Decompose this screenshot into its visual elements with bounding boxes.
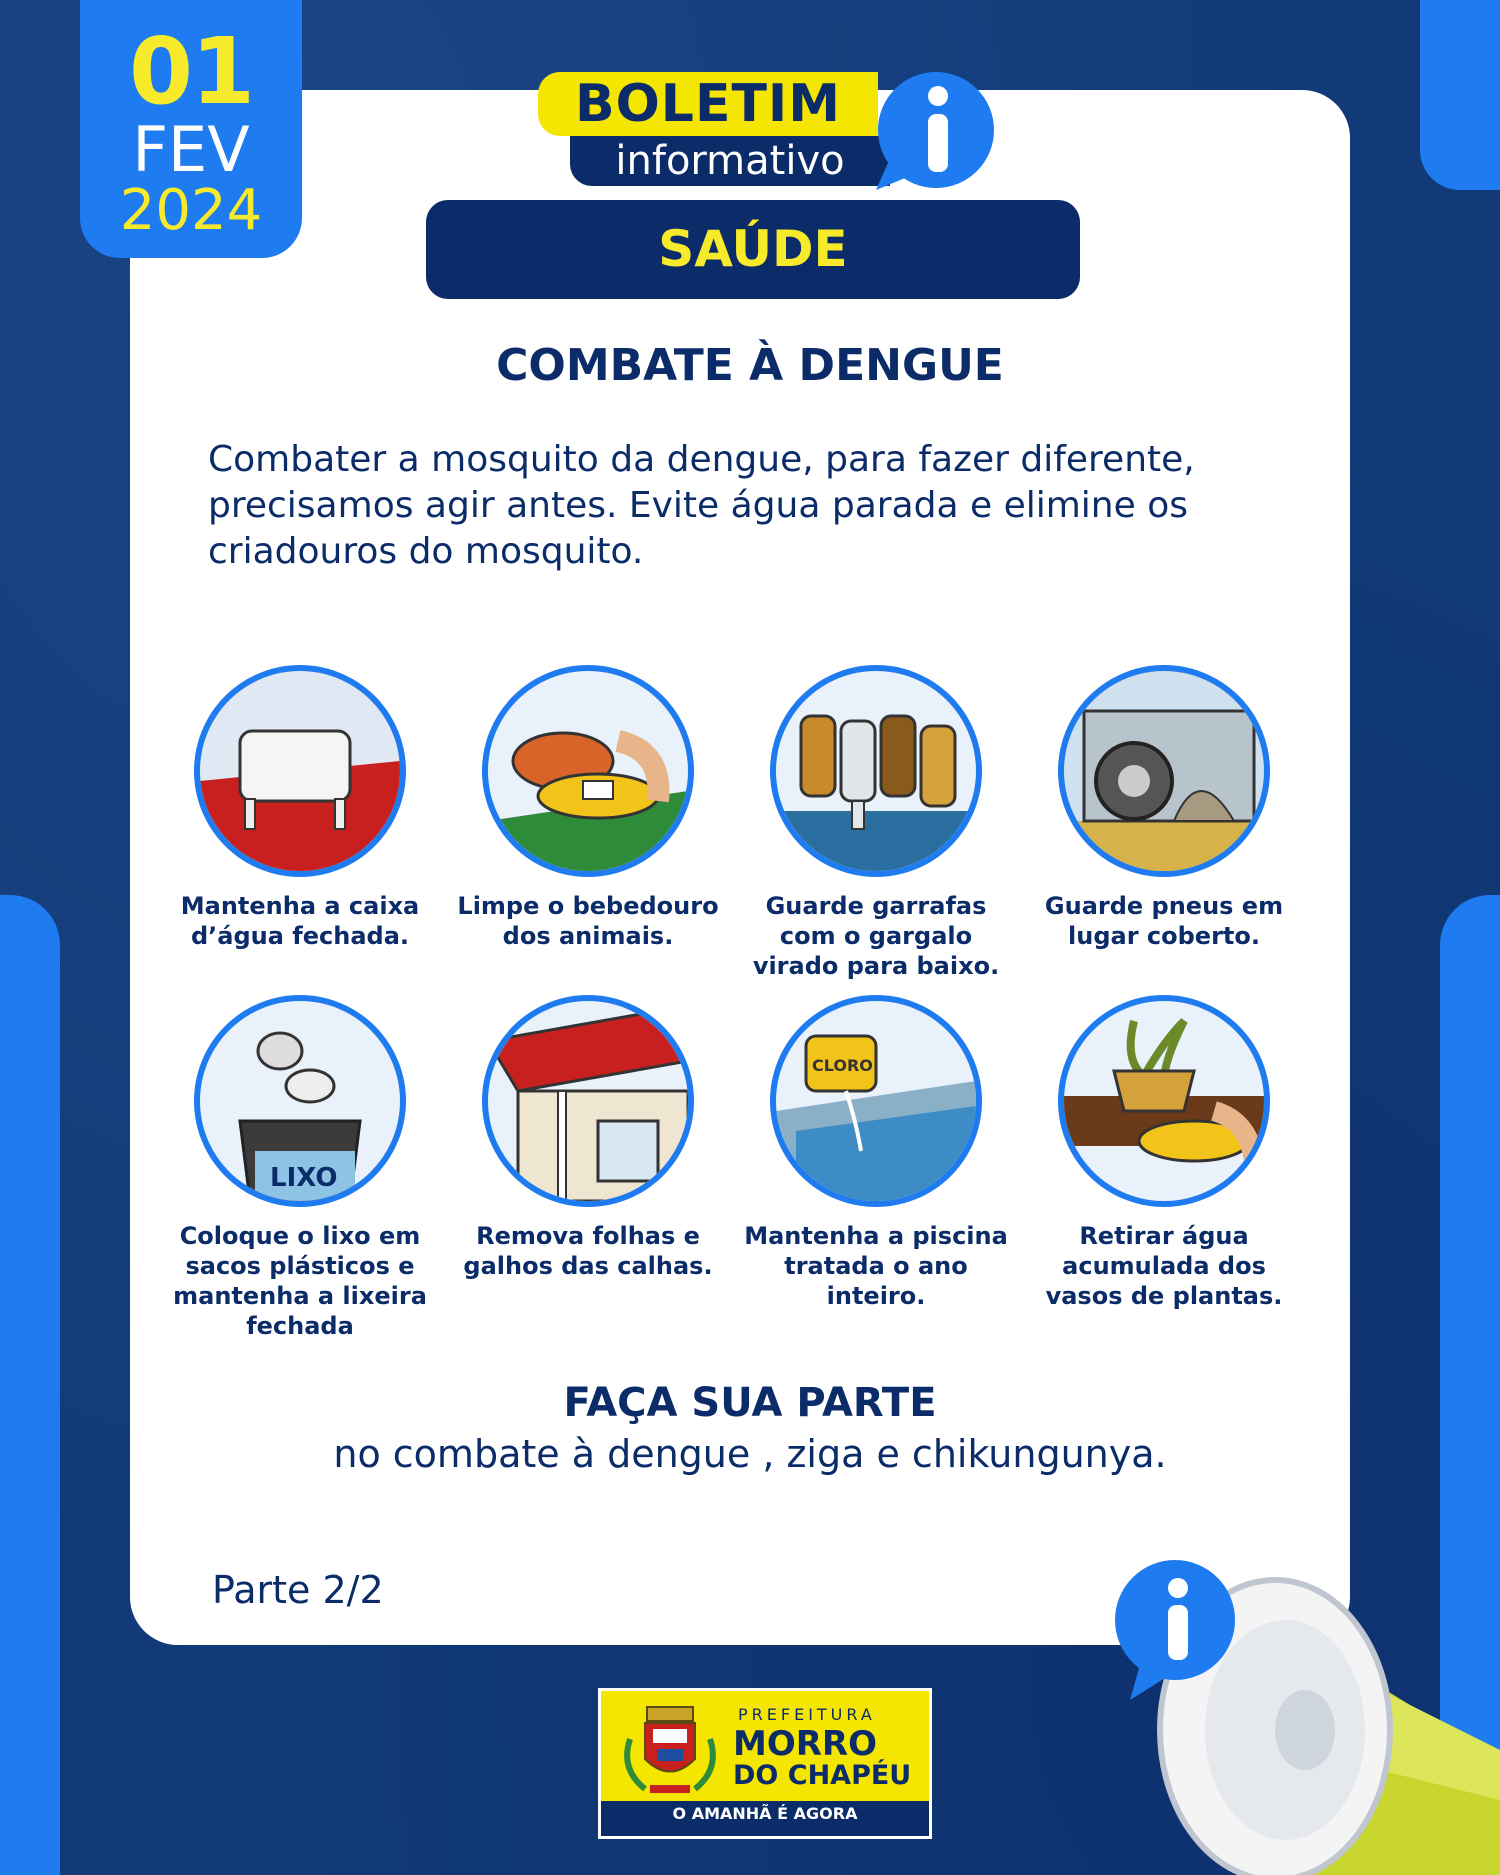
tip-item [165, 665, 435, 951]
info-icon [868, 68, 998, 198]
tip-item [453, 665, 723, 951]
tip-text: Guarde garrafas com o gargalo virado para baixo. [752, 892, 1000, 980]
tip-text: Limpe o bebedouro dos animais. [457, 892, 719, 950]
part-indicator: Parte 2/2 [212, 1568, 384, 1612]
trash-label: LIXO [270, 1163, 338, 1193]
section-label: SAÚDE [426, 200, 1080, 299]
water-tank-icon [200, 671, 400, 871]
cta-subtitle: no combate à dengue , ziga e chikungunya. [333, 1432, 1167, 1476]
tip-item [741, 665, 1011, 981]
pool-product-label: CLORO [812, 1056, 873, 1075]
pool-icon [776, 1001, 976, 1201]
date-month: FEV [132, 113, 250, 186]
tip-text: Mantenha a piscina tratada o ano inteiro. [744, 1222, 1008, 1310]
plant-pot-icon [1064, 1001, 1264, 1201]
tip-text: Retirar água acumulada dos vasos de plantas. [1045, 1222, 1283, 1310]
tip-text: Guarde pneus em lugar coberto. [1044, 892, 1284, 950]
boletim-subtitle: informativo [570, 136, 890, 186]
gutter-icon [488, 1001, 688, 1201]
megaphone-icon [1110, 1500, 1500, 1875]
tip-illustration [770, 665, 982, 877]
logo-name-line1: MORRO [733, 1724, 878, 1764]
tip-illustration [1058, 995, 1270, 1207]
tip-item [453, 995, 723, 1281]
logo-name-line2: DO CHAPÉU [733, 1760, 912, 1791]
tip-illustration [194, 995, 406, 1207]
trash-icon [200, 1001, 400, 1201]
bottles-icon [776, 671, 976, 871]
tip-item [165, 995, 435, 1341]
logo-slogan: O AMANHÃ É AGORA [672, 1804, 858, 1823]
tip-illustration [770, 995, 982, 1207]
logo-prefeitura: PREFEITURA [738, 1705, 876, 1724]
page-title: COMBATE À DENGUE [496, 340, 1004, 391]
intro-text: Combater a mosquito da dengue, para fazer diferente, precisamos agir antes. Evite água parada e elimine os criadouros do mosquito. [208, 439, 1195, 572]
cta-title: FAÇA SUA PARTE [563, 1380, 937, 1426]
date-year: 2024 [119, 178, 263, 243]
tip-item [741, 995, 1011, 1311]
tip-text: Remova folhas e galhos das calhas. [463, 1222, 713, 1280]
boletim-header [538, 68, 998, 198]
city-hall-logo [598, 1688, 932, 1839]
tip-illustration [1058, 665, 1270, 877]
tip-item [1029, 665, 1299, 951]
coat-of-arms-icon [615, 1699, 725, 1799]
tip-illustration [482, 995, 694, 1207]
corner-decoration [1420, 0, 1500, 190]
tires-icon [1064, 671, 1264, 871]
tip-illustration [482, 665, 694, 877]
tip-text: Mantenha a caixa d’água fechada. [180, 892, 420, 950]
boletim-title: BOLETIM [538, 72, 878, 136]
date-day: 01 [128, 18, 254, 125]
pet-bowl-icon [488, 671, 688, 871]
tip-text: Coloque o lixo em sacos plásticos e mantenha a lixeira fechada [173, 1222, 427, 1340]
tip-illustration [194, 665, 406, 877]
tip-item [1029, 995, 1299, 1311]
date-badge [80, 0, 302, 258]
